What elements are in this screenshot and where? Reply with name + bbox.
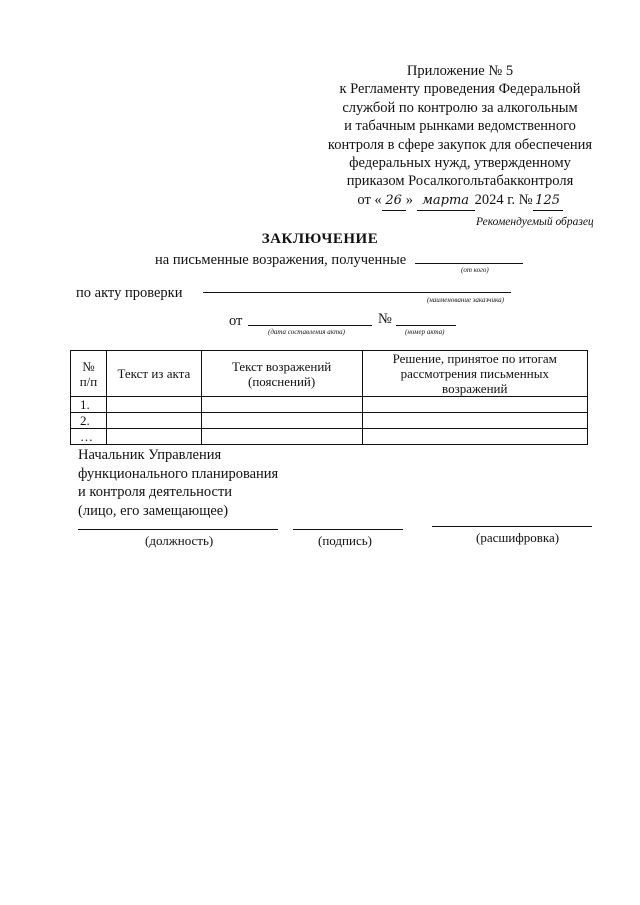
signer-line: (лицо, его замещающее) bbox=[78, 502, 229, 519]
table-cell[interactable] bbox=[201, 413, 362, 429]
hint-act-date: (дата составления акта) bbox=[268, 328, 345, 336]
table-row bbox=[71, 429, 588, 445]
from-label: от bbox=[229, 313, 243, 329]
appendix-line: федеральных нужд, утвержденному bbox=[349, 155, 571, 172]
appendix-line: и табачным рынками ведомственного bbox=[344, 118, 576, 135]
table-cell[interactable] bbox=[362, 397, 587, 413]
col-header-objections: Текст возражений (пояснений) bbox=[201, 351, 362, 397]
table-cell[interactable] bbox=[106, 429, 201, 445]
hint-customer: (наименование заказчика) bbox=[427, 296, 504, 304]
signer-line: и контроля деятельности bbox=[78, 484, 233, 500]
hint-act-number: (номер акта) bbox=[405, 328, 445, 336]
recommended-sample-label: Рекомендуемый образец bbox=[476, 216, 594, 228]
col-header-number: № п/п bbox=[71, 351, 107, 397]
appendix-header bbox=[300, 62, 620, 211]
table-cell[interactable] bbox=[201, 429, 362, 445]
table-cell[interactable] bbox=[362, 413, 587, 429]
signature-field[interactable] bbox=[293, 529, 403, 530]
table-row bbox=[71, 397, 588, 413]
date-prefix: от « bbox=[357, 191, 382, 208]
signer-block bbox=[78, 446, 278, 520]
document-title: ЗАКЛЮЧЕНИЕ bbox=[261, 231, 379, 247]
signer-line: функционального планирования bbox=[78, 465, 279, 482]
table-header-row bbox=[71, 351, 588, 397]
signer-line: Начальник Управления bbox=[78, 447, 222, 463]
appendix-date-line bbox=[300, 191, 620, 211]
appendix-line: контроля в сфере закупок для обеспечения bbox=[327, 136, 593, 153]
row-number: 2. bbox=[71, 413, 107, 429]
decoding-field[interactable] bbox=[432, 526, 592, 527]
act-number-field[interactable] bbox=[396, 325, 456, 326]
customer-field[interactable] bbox=[203, 292, 511, 293]
appendix-line: службой по контролю за алкогольным bbox=[342, 99, 578, 116]
col-header-decision: Решение, принятое по итогам рассмотрения письменных возражений bbox=[362, 351, 587, 397]
subtitle: на письменные возражения, полученные bbox=[155, 252, 407, 268]
table-row bbox=[71, 413, 588, 429]
act-date-field[interactable] bbox=[248, 325, 372, 326]
act-label: по акту проверки bbox=[76, 285, 183, 301]
table-cell[interactable] bbox=[201, 397, 362, 413]
date-day: 26 bbox=[382, 192, 406, 211]
date-month: марта bbox=[417, 192, 475, 211]
from-whom-field[interactable] bbox=[415, 263, 523, 264]
appendix-line: к Регламенту проведения Федеральной bbox=[339, 81, 581, 98]
table-cell[interactable] bbox=[106, 413, 201, 429]
objections-table bbox=[70, 350, 588, 445]
appendix-number: Приложение № 5 bbox=[406, 63, 514, 79]
hint-from-whom: (от кого) bbox=[461, 266, 489, 274]
caption-decoding: (расшифровка) bbox=[476, 530, 560, 545]
date-year: 2024 г. № bbox=[474, 191, 533, 208]
order-number: 125 bbox=[533, 192, 563, 211]
table-cell[interactable] bbox=[362, 429, 587, 445]
table-cell[interactable] bbox=[106, 397, 201, 413]
caption-signature: (подпись) bbox=[318, 533, 372, 548]
date-mid: » bbox=[405, 191, 413, 208]
caption-position: (должность) bbox=[145, 533, 214, 548]
row-number: 1. bbox=[71, 397, 107, 413]
row-number: … bbox=[71, 429, 107, 445]
col-header-act-text: Текст из акта bbox=[106, 351, 201, 397]
position-field[interactable] bbox=[78, 529, 278, 530]
number-sign: № bbox=[378, 311, 392, 327]
appendix-line: приказом Росалкогольтабакконтроля bbox=[346, 173, 574, 190]
